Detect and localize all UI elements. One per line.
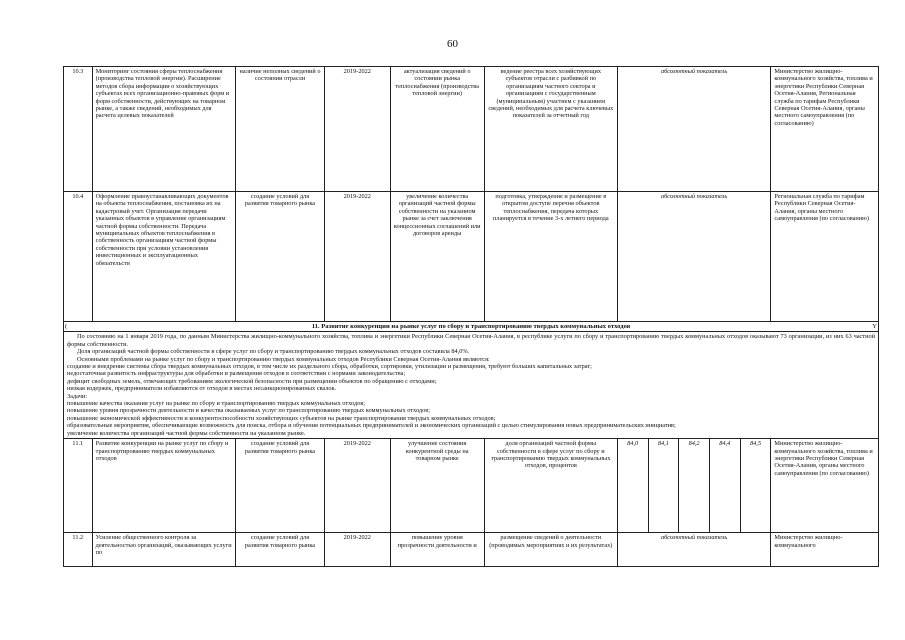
section-paragraph: повышение качества оказания услуг на рынке по сбору и транспортированию твердых коммунальных отходов; [67, 400, 366, 408]
section-paragraph: увеличение количества организаций частной формы собственности на указанном рынке. [67, 429, 306, 437]
section-paragraph: Задачи: [67, 392, 87, 400]
section-right-mark: Y [872, 323, 877, 330]
table-row [64, 192, 879, 322]
executor-cell: Министерство жилищно-коммунального [771, 533, 879, 567]
period-cell: 2019-2022 [325, 439, 391, 533]
section-header-row [64, 322, 879, 332]
section-paragraph: повышение экономической эффективности и конкурентоспособности хозяйствующих субъектов на рынке транспортирования твердых коммунальных отходов; [67, 414, 496, 422]
measure-cell: Оформление правоустанавливающих документов на объекты теплоснабжения, постановка их на кадастровый учет. Организация передачи указанных объектов в управление организациям частной формы собственности. Передача муниципальных объектов теплоснабжения в собственность организациям частной формы собственности при условии установления инвестиционных и эксплуатационных обязательств [92, 192, 235, 322]
value-2019: 84,0 [617, 439, 648, 533]
section-paragraph: низкая издержек, предприниматели избавляются от отходов в местах несанкционированных свалок. [67, 385, 337, 393]
table-row [64, 439, 879, 533]
period-cell: 2019-2022 [325, 67, 391, 192]
measure-cell: Мониторинг состояния сферы теплоснабжения (производства тепловой энергии). Расширение методов сбора информации о хозяйствующих субъектах всех организационно-правовых форм и форм собственности, действующих на товарном рынке, а также сведений, необходимых для расчета целевых показателей [92, 67, 235, 192]
problem-cell: создание условий для развития товарного рынка [235, 533, 324, 567]
section-title-cell [64, 322, 879, 332]
table-row [64, 533, 879, 567]
period-cell: 2019-2022 [325, 192, 391, 322]
section-paragraph: Доля организаций частной формы собственности в сфере услуг по сбору и транспортированию твердых коммунальных отходов составила 84,0%. [77, 348, 470, 356]
section-paragraph: Основными проблемами на рынке услуг по сбору и транспортированию твердых коммунальных отходов Республики Северная Осетия-Алания являются: [77, 355, 490, 363]
indicator-note: абсолютный показатель [617, 67, 771, 192]
table-row [64, 67, 879, 192]
problem-cell: создание условий для развития товарного рынка [235, 439, 324, 533]
measure-cell: Развитие конкуренции на рынке услуг по сбору и транспортированию твердых коммунальных отходов [92, 439, 235, 533]
value-2022: 84,4 [709, 439, 740, 533]
problem-cell: наличие неполных сведений о состоянии отрасли [235, 67, 324, 192]
row-id: 10.3 [64, 67, 93, 192]
goal-cell: улучшение состояния конкурентной среды на товарном рынке [390, 439, 484, 533]
result-cell: размещение сведений о деятельности (проводимых мероприятиях и их результатах) [484, 533, 617, 567]
page-number: 60 [447, 38, 458, 50]
result-cell: доля организаций частной формы собственности в сфере услуг по сбору и транспортированию твердых коммунальных отходов, процентов [484, 439, 617, 533]
row-id: 11.2 [64, 533, 93, 567]
section-paragraph: создание и внедрение системы сбора твердых коммунальных отходов, в том числе их раздельного сбора, обработки, сортировки, утилизации и размещения, требуют больших капитальных затрат; [67, 363, 592, 371]
row-id: 10.4 [64, 192, 93, 322]
section-paragraph: повышение уровня прозрачности деятельности и качества оказываемых услуг по транспортированию твердых коммунальных отходов; [67, 407, 430, 415]
executor-cell: Министерство жилищно-коммунального хозяйства, топлива и энергетики Республики Северная Осетия-Алания, Региональная служба по тарифам Республики Северная Осетия-Алания, органы местного самоуправления (по согласованию) [771, 67, 879, 192]
result-cell: подготовка, утверждение и размещение в открытом доступе перечня объектов теплоснабжения, передача которых планируется в течение 3-х летнего периода [484, 192, 617, 322]
period-cell: 2019-2022 [325, 533, 391, 567]
value-2021: 84,2 [679, 439, 710, 533]
indicator-note: абсолютный показатель [617, 192, 771, 322]
value-2020: 84,1 [648, 439, 679, 533]
measures-table [63, 66, 879, 567]
goal-cell: увеличение количества организаций частной формы собственности на указанном рынке за счет заключения концессионных соглашений или договоров аренды [390, 192, 484, 322]
section-paragraph: дефицит свободных земель, отвечающих требованиям экологической безопасности при размещении объектов по обращению с отходами; [67, 377, 437, 385]
section-body-cell [64, 332, 879, 439]
goal-cell: повышение уровня прозрачности деятельности и [390, 533, 484, 567]
problem-cell: создание условий для развития товарного рынка [235, 192, 324, 322]
measure-cell: Усиление общественного контроля за деятельностью организаций, оказывающих услуги по [92, 533, 235, 567]
section-paragraph: недостаточная развитость инфраструктуры для обработки и размещения отходов в соответствии с нормами законодательства; [67, 370, 406, 378]
indicator-note: абсолютный показатель [617, 533, 771, 567]
executor-cell: Министерство жилищно-коммунального хозяйства, топлива и энергетики Республики Северная Осетия-Алания, органы местного самоуправления (по согласованию) [771, 439, 879, 533]
section-paragraph: По состоянию на 1 января 2019 года, по данным Министерства жилищно-коммунального хозяйства, топлива и энергетики Республики Северная Осетия-Алания, в республике услуги по сбору и транспортированию твердых коммунальных отходов оказывают 73 организации, из них 63 частной формы собственности. [67, 333, 875, 348]
result-cell: ведение реестра всех хозяйствующих субъектов отрасли с разбивкой по организациям частного сектора и организациям с государственным (муниципальным) участием с указанием сведений, необходимых для расчета ключевых показателей за отчетный год [484, 67, 617, 192]
row-id: 11.1 [64, 439, 93, 533]
section-left-mark: ( [65, 323, 68, 330]
section-paragraph: образовательные мероприятия, обеспечивающие возможность для поиска, отбора и обучения потенциальных предпринимателей и экономических организаций с целью стимулирования новых предпринимательских инициатив; [67, 422, 676, 430]
executor-cell: Региональная служба по тарифам Республики Северная Осетия-Алания, органы местного самоуправления (по согласованию) [771, 192, 879, 322]
section-body-row [64, 332, 879, 439]
goal-cell: актуализация сведений о состоянии рынка теплоснабжения (производства тепловой энергии) [390, 67, 484, 192]
section-title: 11. Развитие конкуренции на рынке услуг по сбору и транспортированию твердых коммунальных отходов [311, 323, 631, 330]
value-2023: 84,5 [740, 439, 771, 533]
